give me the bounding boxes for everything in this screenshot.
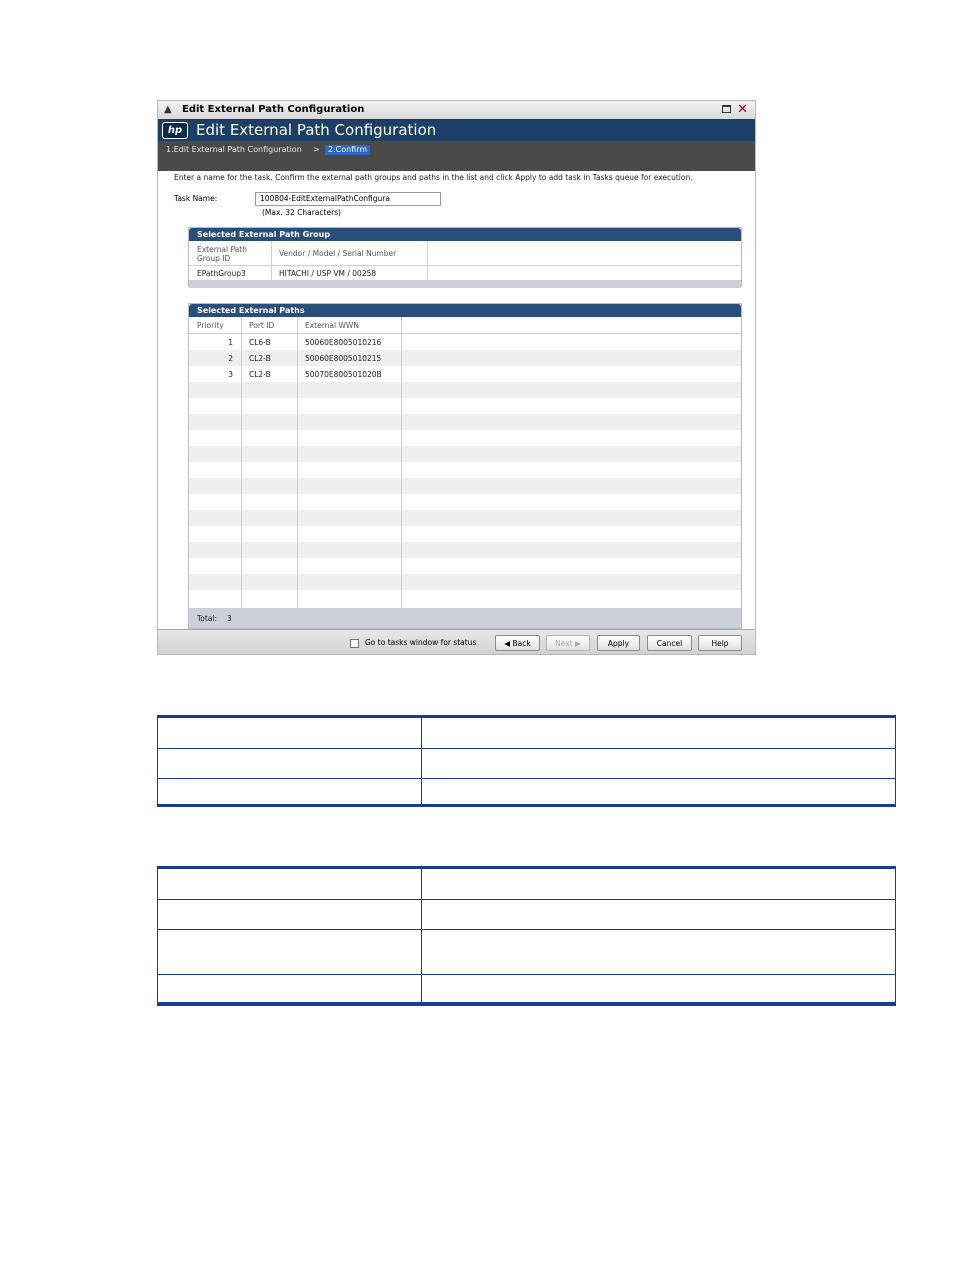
table-cell (157, 930, 422, 974)
column-header-vendor[interactable]: Vendor / Model / Serial Number (279, 249, 397, 258)
table-row (157, 779, 896, 807)
wwn-cell: 50070E800501020B (305, 370, 382, 379)
next-arrow-icon: ▶ (575, 639, 581, 648)
table-row[interactable] (189, 366, 741, 382)
table-header-row (189, 317, 741, 334)
panel-title: Selected External Path Group (189, 228, 741, 241)
empty-row (189, 414, 741, 430)
hp-logo: hp (162, 122, 188, 139)
empty-row (189, 478, 741, 494)
empty-row (189, 526, 741, 542)
priority-cell: 1 (228, 338, 233, 347)
port-id-cell: CL2-B (249, 354, 271, 363)
collapse-icon[interactable]: ▲ (164, 104, 172, 115)
column-divider (401, 317, 402, 608)
dialog-footer (158, 629, 755, 655)
table-cell (157, 900, 422, 929)
back-arrow-icon: ◀ (504, 639, 511, 648)
group-id-cell: EPathGroup3 (197, 269, 246, 278)
empty-row (189, 494, 741, 510)
empty-row (189, 398, 741, 414)
table-row (157, 869, 896, 900)
back-button-label: Back (512, 639, 531, 648)
empty-row (189, 542, 741, 558)
column-header-port-id[interactable]: Port ID (249, 321, 275, 330)
apply-button[interactable]: Apply (597, 635, 640, 651)
wwn-cell: 50060E8005010215 (305, 354, 382, 363)
instructions-text: Enter a name for the task. Confirm the external path groups and paths in the list and click Apply to add task in Tasks queue for execution. (174, 173, 693, 182)
table-cell (157, 975, 422, 1002)
table-row[interactable] (189, 350, 741, 366)
table-border (895, 869, 896, 1003)
column-divider (271, 241, 272, 281)
table-row (157, 930, 896, 975)
empty-row (189, 558, 741, 574)
empty-row (189, 446, 741, 462)
help-button[interactable]: Help (698, 635, 742, 651)
table-cell (157, 869, 422, 899)
back-button[interactable] (495, 635, 540, 651)
table-row[interactable] (189, 334, 741, 350)
column-divider (297, 317, 298, 608)
dialog-header (158, 119, 755, 141)
table-row (157, 900, 896, 930)
column-divider (427, 241, 428, 281)
priority-cell: 3 (228, 370, 233, 379)
dialog-title: Edit External Path Configuration (196, 121, 437, 139)
go-to-tasks-checkbox[interactable] (350, 639, 359, 648)
table-row (157, 749, 896, 779)
column-header-group-id[interactable]: External Path Group ID (197, 245, 247, 263)
column-header-priority[interactable]: Priority (197, 321, 224, 330)
go-to-tasks-label[interactable]: Go to tasks window for status (365, 638, 477, 647)
task-name-hint: (Max. 32 Characters) (262, 208, 341, 217)
total-count: 3 (227, 614, 232, 623)
table-border (895, 718, 896, 804)
close-icon[interactable]: ✕ (737, 102, 748, 117)
task-name-label: Task Name: (174, 194, 218, 203)
table-row (157, 718, 896, 749)
empty-row (189, 510, 741, 526)
table-cell (157, 779, 422, 806)
wwn-cell: 50060E8005010216 (305, 338, 382, 347)
maximize-icon[interactable] (722, 105, 731, 113)
table-border (157, 869, 158, 1003)
cancel-button[interactable]: Cancel (647, 635, 692, 651)
total-label: Total: (197, 614, 218, 623)
table-footer (189, 608, 741, 628)
edit-external-path-dialog (157, 100, 756, 655)
breadcrumb-step-edit[interactable]: 1.Edit External Path Configuration (166, 145, 302, 154)
document-table-2 (157, 866, 896, 1006)
table-cell (157, 749, 422, 778)
port-id-cell: CL2-B (249, 370, 271, 379)
port-id-cell: CL6-B (249, 338, 271, 347)
empty-row (189, 382, 741, 398)
next-button[interactable] (546, 635, 590, 651)
vendor-cell: HITACHI / USP VM / 00258 (279, 269, 377, 278)
empty-row (189, 430, 741, 446)
table-footer (189, 281, 741, 288)
window-title: Edit External Path Configuration (182, 104, 365, 115)
task-name-input[interactable]: 100804-EditExternalPathConfigura (255, 192, 441, 206)
document-table-1 (157, 715, 896, 807)
wizard-breadcrumb (158, 141, 755, 171)
selected-path-group-panel (188, 227, 742, 287)
column-header-external-wwn[interactable]: External WWN (305, 321, 359, 330)
breadcrumb-separator: > (313, 145, 320, 154)
table-cell (157, 718, 422, 748)
breadcrumb-step-confirm: 2.Confirm (325, 145, 370, 155)
priority-cell: 2 (228, 354, 233, 363)
column-divider (241, 317, 242, 608)
window-titlebar (158, 101, 755, 120)
table-row (157, 975, 896, 1003)
selected-paths-panel (188, 303, 742, 629)
empty-row (189, 574, 741, 590)
table-border (157, 718, 158, 804)
next-button-label: Next (555, 639, 573, 648)
empty-row (189, 590, 741, 606)
empty-row (189, 462, 741, 478)
panel-title: Selected External Paths (189, 304, 741, 317)
